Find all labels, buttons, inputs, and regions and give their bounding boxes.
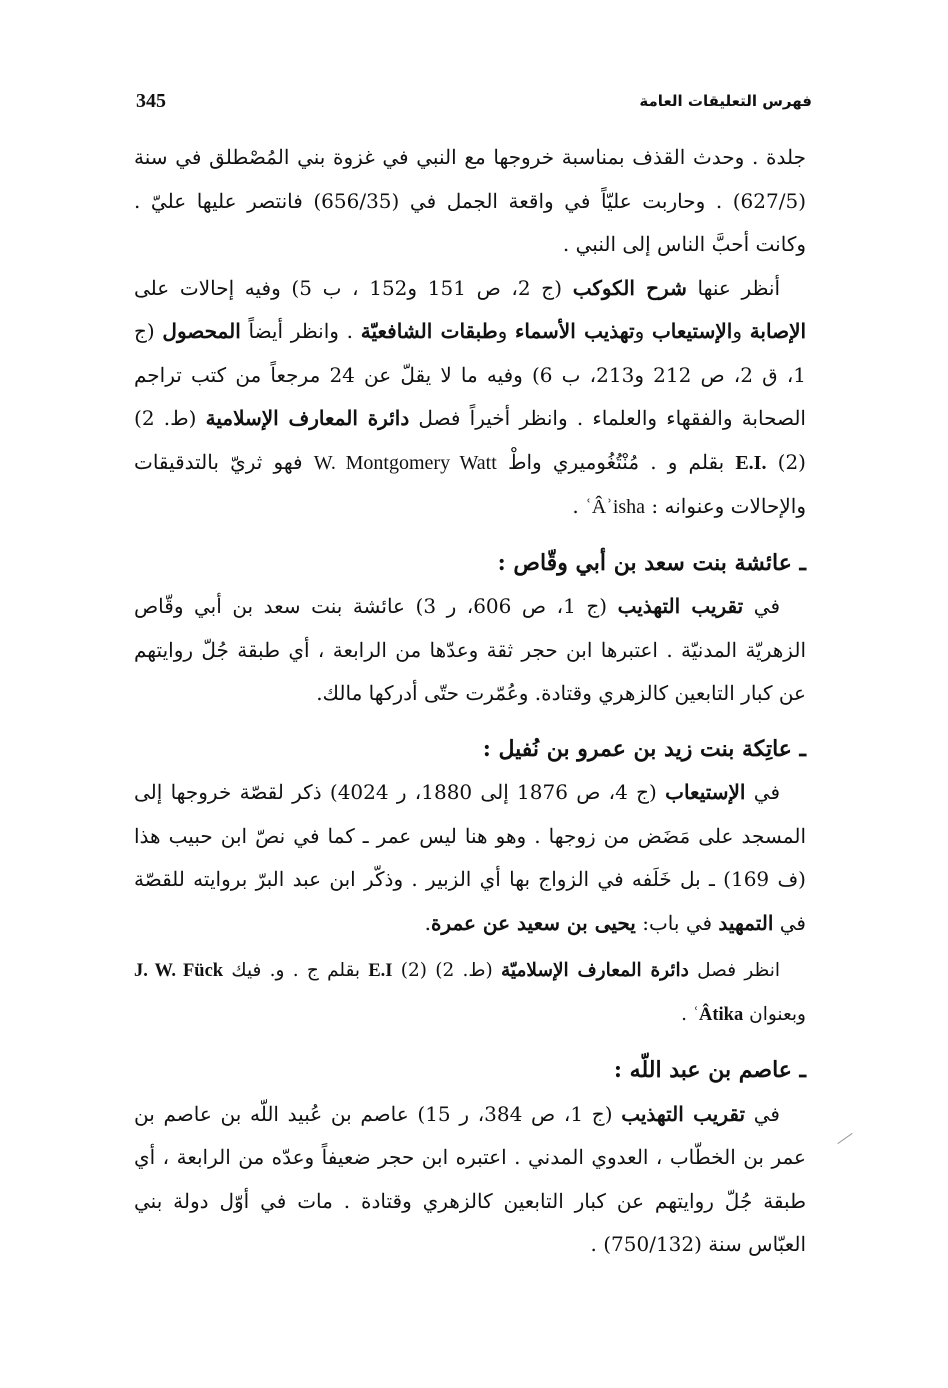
book-title: دائرة المعارف الإسلامية: [205, 406, 410, 430]
text: وبعنوان: [743, 1004, 806, 1025]
text: في: [745, 780, 781, 804]
latin-abbrev: E.I: [368, 961, 393, 981]
text: فهو ثريّ بالتدقيقات والإحالات وعنوانه :: [134, 449, 806, 518]
paragraph-aisha-continuation: جلدة . وحدث القذف بمناسبة خروجها مع النبي في غزوة بني المُصْطلق في سنة (627/5) . وحاربت عليّاً في واقعة الجمل في (656/35) فانتصر عليها عليّ . وكانت أحبَّ الناس إلى النبي .: [134, 145, 806, 256]
latin-entry-title: ʿÂʾisha: [585, 496, 646, 518]
entry-heading-asim: ـ عاصم بن عبد اللّه :: [613, 1057, 806, 1083]
text: . وانظر أيضاً: [240, 319, 361, 343]
text: (ج 4، ص 1876 إلى 1880، ر 4024) ذكر لقصّة خروجها إلى المسجد على مَضَض من زوجها . وهو هنا ليس عمر ـ كما في نصّ ابن حبيب هذا (ف 169) ـ بل خَلَفه في الزواج بها أي الزبير . وذكّر ابن عبد البرّ بروايته للقصّة في: [134, 780, 806, 935]
text: (ج 1، ق 2، ص 212 و213، ب 6) وفيه ما لا يقلّ عن 24 مرجعاً من كتب تراجم الصحابة والفقهاء والعلماء . وانظر أخيراً فصل: [134, 319, 807, 430]
text: و: [732, 319, 750, 343]
text: في باب:: [635, 910, 719, 935]
text: (ج 1، ص 606، ر 3) عائشة بنت سعد بن أبي وقّاص الزهريّة المدنيّة . اعتبرها ابن حجر ثقة وعدّها من الرابعة ، أي طبقة جُلّ روايتهم عن كبار التابعين كالزهري وقتادة. وعُمّرت حتّى أدركها مالك.: [134, 594, 806, 705]
text: انظر فصل: [688, 960, 780, 981]
running-head: [136, 86, 812, 116]
chapter-title: يحيى بن سعيد عن عمرة: [430, 910, 636, 935]
text: أنظر عنها: [686, 275, 781, 300]
text: و: [634, 319, 652, 343]
paragraph-asim: [134, 1093, 806, 1267]
text: (ج 2، ص 151 و152 ، ب 5) وفيه إحالات على: [134, 275, 573, 300]
text: في: [743, 594, 781, 618]
stray-pencil-mark: [837, 1133, 852, 1144]
book-title: تقريب التهذيب: [621, 1101, 746, 1126]
text: (ج 1، ص 384، ر 15) عاصم بن عُبيد اللّه بن عاصم بن عمر بن الخطّاب ، العدوي المدني . اعتبره ابن حجر ضعيفاً وعدّه من الرابعة ، أي طبقة جُلّ روايتهم عن كبار التابعين كالزهري وقتادة . مات في أوّل دولة بني العبّاس سنة (750/132) .: [134, 1101, 806, 1256]
text: بقلم ج . و. فيك: [223, 960, 369, 981]
text: و: [497, 319, 515, 343]
text: .: [681, 1004, 693, 1025]
entry-heading-atika: ـ عاتِكة بنت زيد بن عمرو بن نُفيل :: [482, 735, 806, 762]
text: .: [424, 910, 431, 935]
entry-heading-aisha-bint-saad: ـ عائشة بنت سعد بن أبي وقّاص :: [497, 549, 806, 576]
book-title: التمهيد: [718, 910, 774, 935]
book-title: دائرة المعارف الإسلاميّة: [501, 960, 689, 981]
text: (ط. 2) (2): [392, 960, 502, 981]
latin-abbrev: E.I.: [735, 451, 767, 474]
book-title: طبقات الشافعيّة: [360, 319, 498, 343]
book-title: الإستيعاب: [665, 780, 746, 804]
book-title: المحصول: [162, 319, 241, 343]
book-title: الإصابة: [749, 319, 807, 343]
book-title: تقريب التهذيب: [617, 594, 744, 618]
paragraph-aisha-bint-saad: [134, 585, 806, 716]
running-title: فهرس التعليقات العامة: [639, 92, 812, 110]
book-title: تهذيب الأسماء: [514, 319, 635, 343]
paragraph-aisha-references: [134, 267, 806, 530]
paragraph-atika: [134, 771, 806, 945]
latin-entry-title: ʿÂtika: [692, 1005, 744, 1025]
text: بقلم و . مُنْتُغُوميري واطْ: [496, 449, 736, 474]
page-body: [134, 136, 806, 1267]
page-number: 345: [136, 89, 166, 112]
text: (ط. 2) (2): [134, 406, 806, 474]
text: في: [745, 1101, 780, 1126]
book-title: شرح الكوكب: [572, 275, 687, 300]
text: .: [572, 494, 586, 518]
book-title: الإستيعاب: [651, 319, 733, 343]
latin-author-name: J. W. Fück: [134, 961, 224, 981]
latin-author-name: W. Montgomery Watt: [313, 451, 497, 474]
paragraph-atika-reference: [134, 949, 806, 1037]
